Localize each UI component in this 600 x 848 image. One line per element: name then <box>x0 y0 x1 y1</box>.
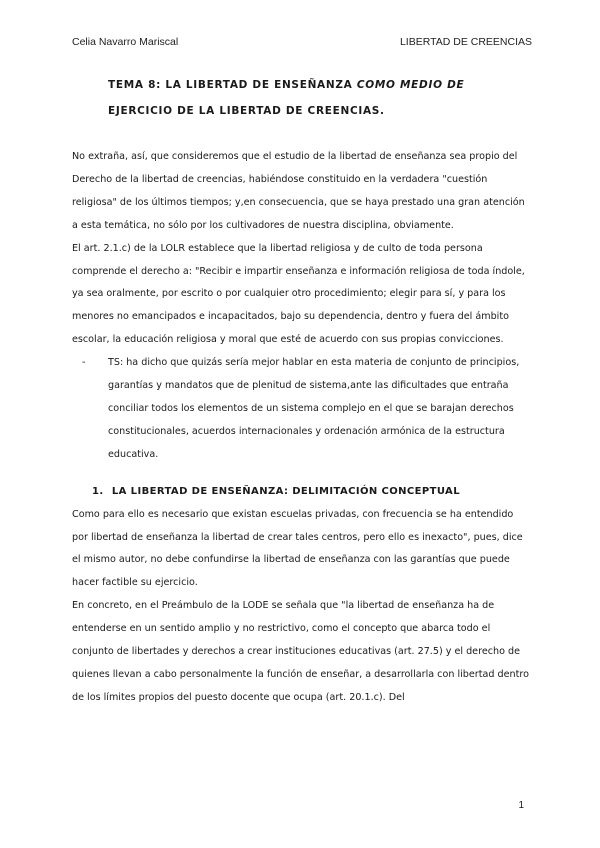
bullet-list <box>72 352 532 467</box>
paragraph: En concreto, en el Preámbulo de la LODE se señala que "la libertad de enseñanza ha de entenderse en un sentido amplio y no restrictivo, como el concepto que abarca todo el conjunto de libertades y derechos a crear instituciones educativas (art. 27.5) y el derecho de quienes llevan a cabo personalmente la función de enseñar, a desarrollarla con libertad dentro de los límites propios del puesto docente que ocupa (art. 20.1.c). Del <box>72 600 529 703</box>
paragraph: El art. 2.1.c) de la LOLR establece que la libertad religiosa y de culto de toda persona comprende el derecho a: "Recibir e impartir enseñanza e información religiosa de toda índole, ya sea oralmente, por escrito o por cualquier otro procedimiento; elegir para sí, y para los menores no emancipados e incapacitados, bajo su dependencia, dentro y fuera del ámbito escolar, la educación religiosa y moral que esté de acuerdo con sus propias convicciones. <box>72 242 525 346</box>
header-author: Celia Navarro Mariscal <box>72 36 179 48</box>
bullet-dash: - <box>82 357 86 369</box>
section-number: 1. <box>92 485 104 497</box>
header-document-title: LIBERTAD DE CREENCIAS <box>399 36 532 48</box>
title-part-3: EJERCICIO DE LA LIBERTAD DE CREENCIAS. <box>108 105 385 117</box>
paragraph: No extraña, así, que consideremos que el estudio de la libertad de enseñanza sea propio del Derecho de la libertad de creencias, habiéndose constituido en la verdadera "cuestión religiosa" de los últimos tiempos; y,en consecuencia, que se haya prestado una gran atención a esta temática, no sólo por los cultivadores de nuestra disciplina, obviamente. <box>72 151 525 231</box>
section-title: LA LIBERTAD DE ENSEÑANZA: DELIMITACIÓN CONCEPTUAL <box>111 485 460 497</box>
title-part-1: TEMA 8: LA LIBERTAD DE ENSEÑANZA <box>108 79 357 91</box>
bullet-text: TS: ha dicho que quizás sería mejor hablar en esta materia de conjunto de principios, garantías y mandatos que de plenitud de sistema,ante las dificultades que entraña conciliar todos los elementos de un sistema complejo en el que se barajan derechos constitucionales, acuerdos internacionales y ordenación armónica de la estructura educativa. <box>108 357 520 460</box>
document-body <box>72 146 532 710</box>
title-part-2: COMO MEDIO DE <box>356 79 465 91</box>
bullet-item <box>72 352 532 467</box>
section-heading <box>72 481 532 504</box>
document-title <box>108 72 528 124</box>
page-number: 1 <box>518 800 524 811</box>
paragraph: Como para ello es necesario que existan escuelas privadas, con frecuencia se ha entendido por libertad de enseñanza la libertad de crear tales centros, pero ello es inexacto", pues, dice el mismo autor, no debe confundirse la libertad de enseñanza con las garantías que puede hacer factible su ejercicio. <box>72 508 523 589</box>
